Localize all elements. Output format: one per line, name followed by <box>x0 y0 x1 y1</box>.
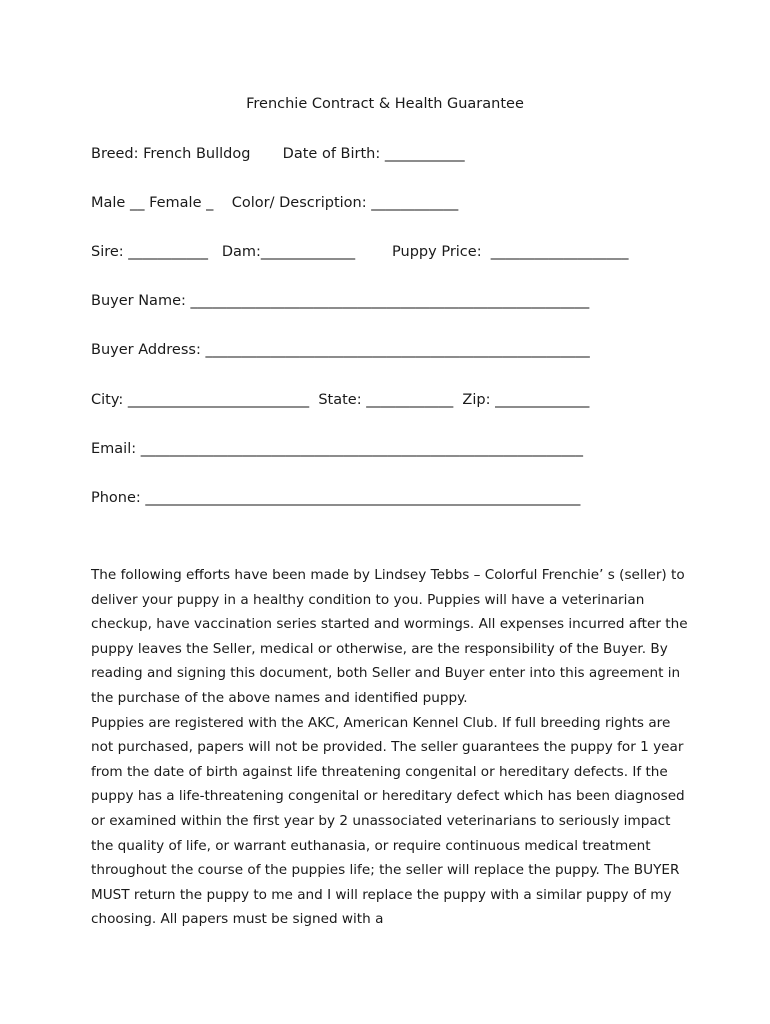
sire-dam-price-line: Sire: ___________ Dam:_____________ Puppy Price: ___________________ <box>91 244 629 260</box>
phone-line: Phone: ____________________________________________________________ <box>91 490 581 506</box>
city-state-zip-line: City: _________________________ State: ____________ Zip: _____________ <box>91 392 590 408</box>
registration-guarantee-paragraph: Puppies are registered with the AKC, American Kennel Club. If full breeding rights are not purchased, papers will not be provided. The seller guarantees the puppy for 1 year from the date of birth against life threatening congenital or hereditary defects. If the puppy has a life-threatening congenital or hereditary defect which has been diagnosed or examined within the first year by 2 unassociated veterinarians to seriously impact the quality of life, or warrant euthanasia, or require continuous medical treatment throughout the course of the puppies life; the seller will replace the puppy. The BUYER MUST return the puppy to me and I will replace the puppy with a similar puppy of my choosing. All papers must be signed with a <box>91 714 685 928</box>
document-title: Frenchie Contract & Health Guarantee <box>246 96 524 112</box>
buyer-address-line: Buyer Address: _____________________________________________________ <box>91 342 590 358</box>
contract-body <box>91 563 691 932</box>
breed-dob-line: Breed: French Bulldog Date of Birth: ___________ <box>91 146 465 162</box>
buyer-name-line: Buyer Name: _______________________________________________________ <box>91 293 590 309</box>
email-line: Email: _____________________________________________________________ <box>91 441 583 457</box>
sex-color-line: Male __ Female _ Color/ Description: ____________ <box>91 195 459 211</box>
efforts-paragraph: The following efforts have been made by Lindsey Tebbs – Colorful Frenchie’ s (seller) to deliver your puppy in a healthy condition to you. Puppies will have a veterinarian checkup, have vaccination series started and wormings. All expenses incurred after the puppy leaves the Seller, medical or otherwise, are the responsibility of the Buyer. By reading and signing this document, both Seller and Buyer enter into this agreement in the purchase of the above names and identified puppy. <box>91 567 688 706</box>
